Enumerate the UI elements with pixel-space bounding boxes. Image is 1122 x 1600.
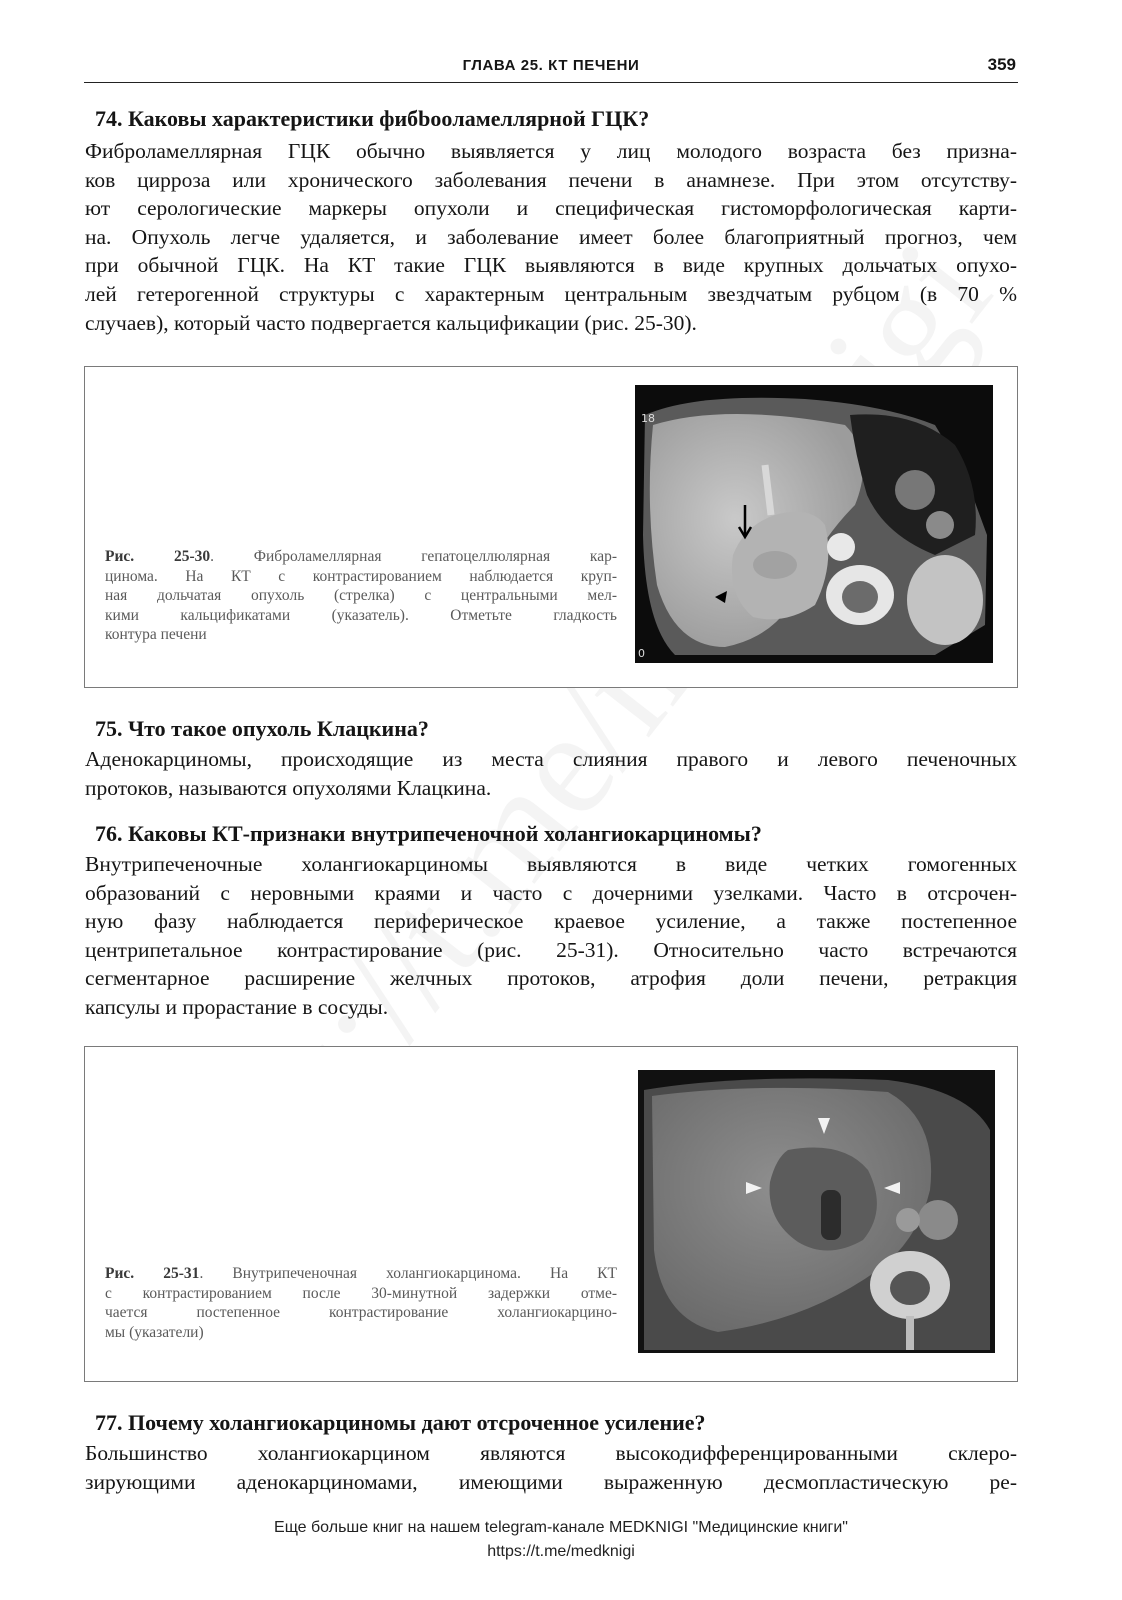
page-number: 359 <box>987 55 1016 74</box>
question-76-heading: 76. Каковы КТ-признаки внутрипеченочной холангиокарциномы? <box>95 821 762 846</box>
text-line: Большинство холангиокарцином являются высокодифференцированными склеро- <box>85 1441 1017 1465</box>
text-line: сегментарное расширение желчных протоков, атрофия доли печени, ретракция <box>85 966 1017 991</box>
question-76-answer <box>85 850 1017 1022</box>
text-line: Фиброламеллярная ГЦК обычно выявляется у лиц молодого возраста без призна- <box>85 139 1017 163</box>
figure-25-30-caption <box>105 547 617 645</box>
text-line: образований с неровными краями и часто с дочерними узелками. Часто в отсрочен- <box>85 880 1017 905</box>
caption-line: Рис. 25-31. Внутрипеченочная холангиокарцинома. На КТ <box>105 1265 617 1282</box>
text-line: ков цирроза или хронического заболевания печени в анамнезе. При этом отсутству- <box>85 167 1017 192</box>
caption-line: мы (указатели) <box>105 1323 204 1341</box>
caption-line: цинома. На КТ с контрастированием наблюдается круп- <box>105 567 617 585</box>
figure-label: Рис. 25-30 <box>105 548 211 565</box>
question-77-answer <box>85 1439 1017 1496</box>
question-77-heading: 77. Почему холангиокарциномы дают отсроченное усиление? <box>95 1410 706 1435</box>
text-line: на. Опухоль легче удаляется, и заболевание имеет более благоприятный прогноз, чем <box>85 224 1017 249</box>
caption-line: Рис. 25-30. Фиброламеллярная гепатоцеллюлярная кар- <box>105 548 617 565</box>
scan-corner-mark: 0 <box>638 647 645 660</box>
text-line: центрипетальное контрастирование (рис. 25-31). Относительно часто встречаются <box>85 937 1017 962</box>
question-74-answer <box>85 137 1017 337</box>
ct-scan-image-fibrolamellar <box>635 385 993 663</box>
text-line: лей гетерогенной структуры с характерным центральным звездчатым рубцом (в 70 % <box>85 281 1017 306</box>
figure-25-31 <box>84 1046 1018 1382</box>
question-75-answer <box>85 745 1017 802</box>
footer-channel-link[interactable]: https://t.me/medknigi <box>487 1543 635 1560</box>
running-header <box>84 57 1018 83</box>
figure-25-31-caption <box>105 1264 617 1342</box>
text-line: Внутрипеченочные холангиокарциномы выявляются в виде четких гомогенных <box>85 852 1017 876</box>
question-74-heading: 74. Каковы характеристики фибbooламеллярной ГЦК? <box>95 106 650 131</box>
figure-25-30 <box>84 366 1018 688</box>
caption-line: чается постепенное контрастирование холангиокарцино- <box>105 1304 617 1322</box>
text-line: Аденокарциномы, происходящие из места слияния правого и левого печеночных <box>85 747 1017 771</box>
text-line: протоков, называются опухолями Клацкина. <box>85 775 492 800</box>
caption-line: ная дольчатая опухоль (стрелка) с центральными мел- <box>105 587 617 605</box>
text-line: зирующими аденокарциномами, имеющими выраженную десмопластическую ре- <box>85 1469 1017 1494</box>
caption-line: с контрастированием после 30-минутной задержки отме- <box>105 1284 617 1302</box>
text-line: при обычной ГЦК. На КТ такие ГЦК выявляются в виде крупных дольчатых опухо- <box>85 253 1017 278</box>
text-line: случаев), который часто подвергается кальцификации (рис. 25-30). <box>85 310 697 335</box>
caption-line: кими кальцификатами (указатель). Отметьте гладкость <box>105 606 617 624</box>
ct-scan-image-cholangiocarcinoma <box>638 1070 995 1353</box>
footer-promo-text: Еще больше книг на нашем telegram-канале MEDKNIGI "Медицинские книги" <box>274 1519 848 1536</box>
chapter-title: ГЛАВА 25. КТ ПЕЧЕНИ <box>462 57 640 74</box>
text-line: капсулы и прорастание в сосуды. <box>85 994 389 1019</box>
figure-label: Рис. 25-31 <box>105 1265 200 1282</box>
text-line: ную фазу наблюдается периферическое краевое усиление, а также постепенное <box>85 909 1017 934</box>
question-75-heading: 75. Что такое опухоль Клацкина? <box>95 716 429 741</box>
text-line: ют серологические маркеры опухоли и специфическая гистоморфологическая карти- <box>85 196 1017 221</box>
header-rule <box>84 82 1018 83</box>
scan-slice-number: 18 <box>641 412 655 425</box>
caption-line: контура печени <box>105 626 207 644</box>
